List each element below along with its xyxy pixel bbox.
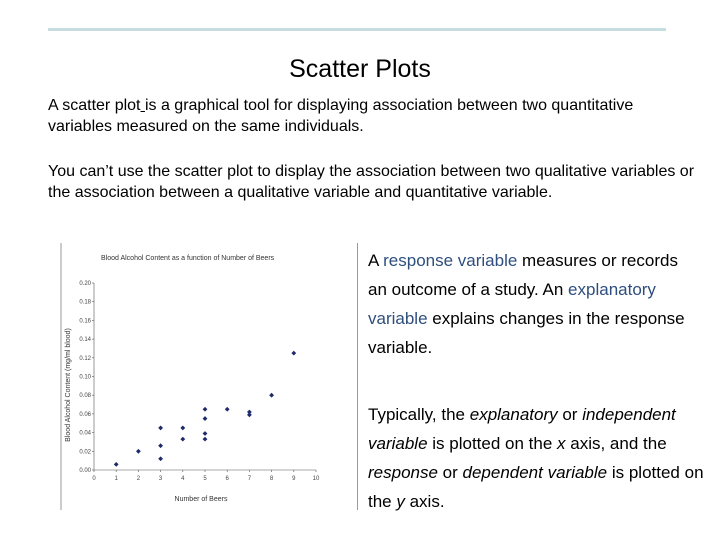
data-point [136,449,141,454]
y-tick-label: 0.04 [79,430,91,437]
data-point [158,426,163,431]
data-point [269,393,274,398]
data-point [158,443,163,448]
limitation-paragraph: You can’t use the scatter plot to display the association between two qualitative variables or the association between a qualitative variable and quantitative variable. [48,163,695,201]
response-term: response [368,463,438,482]
data-point [114,462,119,467]
explanatory-term: explanatory [469,405,558,424]
y-tick-label: 0.18 [79,299,91,306]
chart-y-label: Blood Alcohol Content (mg/ml blood) [65,328,72,442]
y-tick-label: 0.14 [79,337,91,344]
axis-text-2: or [557,405,583,424]
definition-text: is a graphical tool for displaying association between two quantitative variables measured on the same individuals. [48,97,634,135]
x-tick-label: 3 [158,476,163,482]
x-tick-label: 2 [136,476,141,482]
response-text-2: measures or records an outcome of a study. An [368,251,678,299]
response-text-3: explains changes in the response variable. [368,309,685,357]
x-tick-label: 7 [247,476,252,482]
y-term: y [396,492,405,511]
axis-text-5: or [437,463,463,482]
data-point [180,426,185,431]
x-term: x [557,434,566,453]
x-tick-label: 6 [225,476,229,482]
chart-title: Blood Alcohol Content as a function of Number of Beers [101,255,275,262]
top-accent-rule [48,28,666,31]
x-tick-label: 9 [292,476,296,482]
data-point [225,407,230,412]
axis-text-3: is plotted on the [427,434,558,453]
x-tick-label: 10 [312,476,320,482]
plot-area [79,281,320,482]
data-point [203,431,208,436]
x-tick-label: 8 [269,476,274,482]
y-tick-label: 0.12 [79,355,91,362]
y-tick-label: 0.20 [79,281,91,287]
response-text-1: A [368,251,384,270]
data-point [291,351,296,356]
x-tick-label: 5 [203,476,207,482]
definition-paragraph [48,95,688,137]
column-divider [357,243,358,510]
slide-title: Scatter Plots [289,55,431,83]
data-point [203,416,208,421]
axis-text-7: axis. [404,492,445,511]
definition-term: A scatter plot [48,97,141,114]
y-tick-label: 0.02 [79,449,91,456]
response-variable-term: response variable [383,251,518,270]
y-tick-label: 0.08 [79,393,91,400]
axis-convention [368,400,713,516]
data-point [158,456,163,461]
axis-text-1: Typically, the [368,405,470,424]
scatter-chart [58,243,330,510]
data-point [247,410,252,415]
data-point [203,407,208,412]
variable-definitions [368,246,688,362]
y-tick-label: 0.06 [79,411,91,418]
dependent-variable-term: dependent variable [462,463,608,482]
x-tick-label: 0 [92,476,96,482]
data-point [180,437,185,442]
y-tick-label: 0.00 [79,468,91,474]
axis-text-6: is plotted on the [368,463,704,511]
x-tick-label: 1 [114,476,118,482]
independent-variable-term: independent variable [368,405,676,453]
chart-x-label: Number of Beers [174,496,228,503]
data-point [203,437,208,442]
axis-text-4: axis, and the [565,434,667,453]
y-tick-label: 0.16 [79,318,91,325]
explanatory-variable-term: explanatory variable [368,280,656,328]
x-tick-label: 4 [181,476,185,482]
y-tick-label: 0.10 [79,374,91,381]
